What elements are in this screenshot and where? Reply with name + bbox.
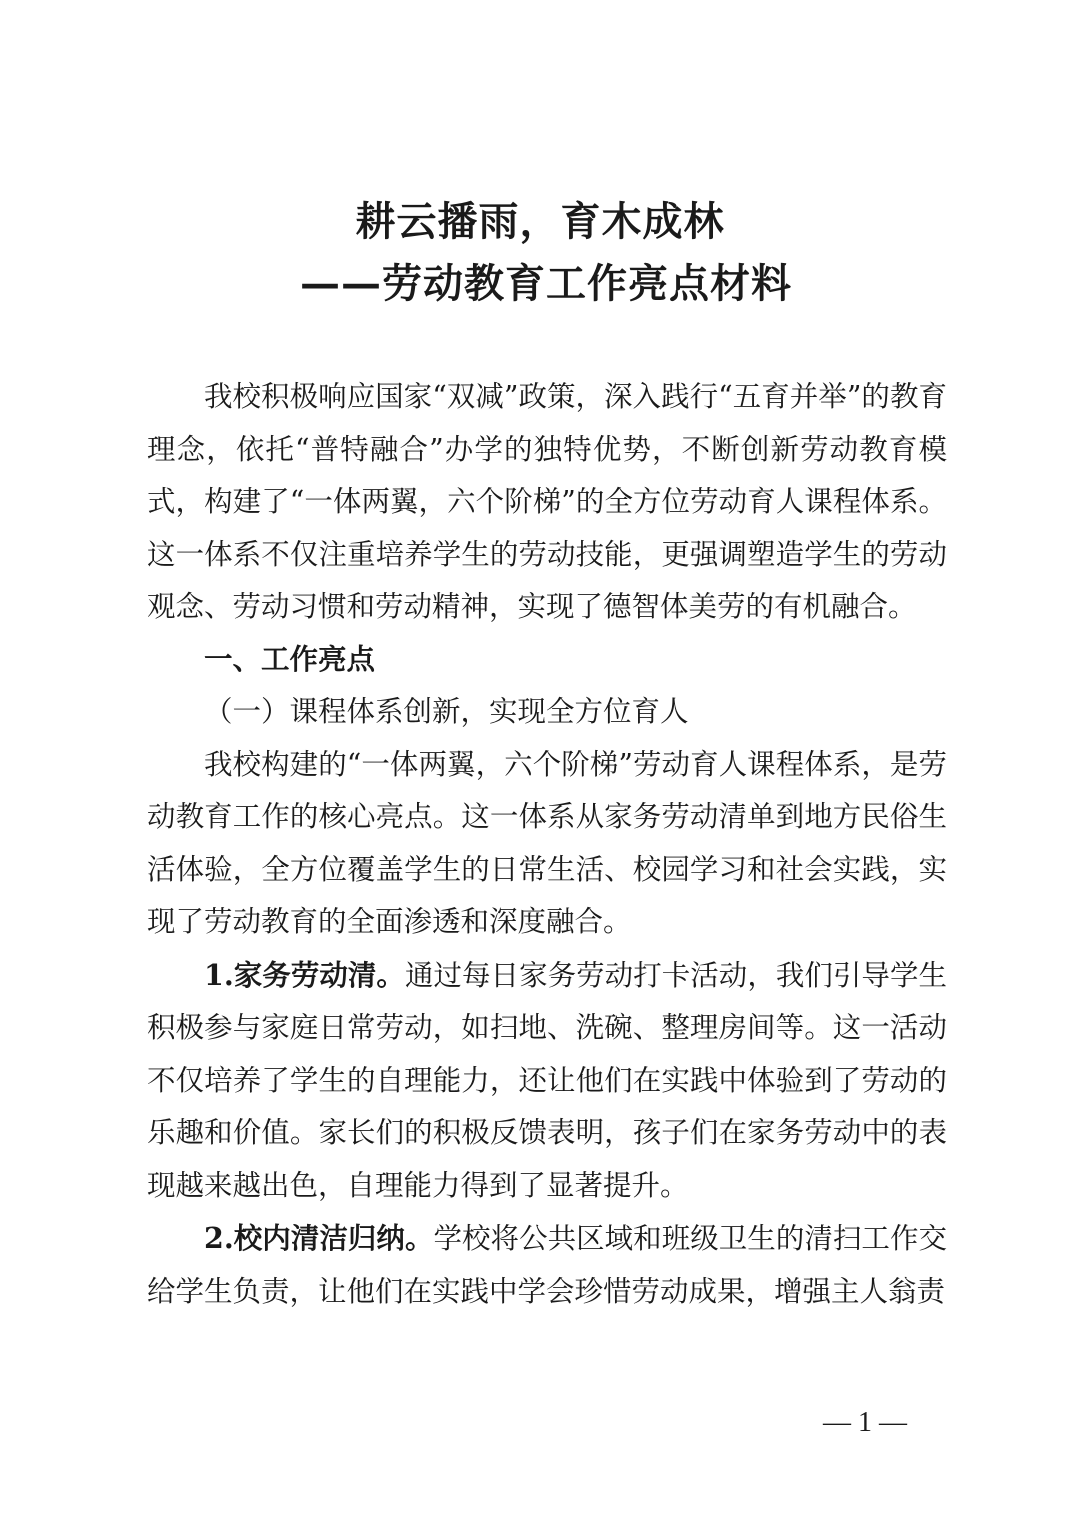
- document-subtitle: ——劳动教育工作亮点材料: [300, 260, 792, 307]
- page-number: — 1 —: [823, 1407, 907, 1438]
- item-housework-body: 通过每日家务劳动打卡活动，我们引导学生积极参与家庭日常劳动，如扫地、洗碗、整理房间等。这一活动不仅培养了学生的自理能力，还让他们在实践中体验到了劳动的乐趣和价值。家长们的积极反馈表明，孩子们在家务劳动中的表现越来越出色，自理能力得到了显著提升。: [147, 958, 947, 1202]
- document-body: [147, 371, 947, 1318]
- subsection-heading-curriculum: （一）课程体系创新，实现全方位育人: [204, 695, 689, 728]
- item-campus-cleaning-lead: 2.校内清洁归纳。: [204, 1221, 434, 1255]
- item-housework-lead: 1.家务劳动清。: [204, 957, 405, 992]
- intro-paragraph: 我校积极响应国家“双减”政策，深入践行“五育并举”的教育理念，依托“普特融合”办学的独特优势，不断创新劳动教育模式，构建了“一体两翼，六个阶梯”的全方位劳动育人课程体系。这一体系不仅注重培养学生的劳动技能，更强调塑造学生的劳动观念、劳动习惯和劳动精神，实现了德智体美劳的有机融合。: [147, 380, 947, 623]
- curriculum-paragraph: 我校构建的“一体两翼，六个阶梯”劳动育人课程体系，是劳动教育工作的核心亮点。这一体系从家务劳动清单到地方民俗生活体验，全方位覆盖学生的日常生活、校园学习和社会实践，实现了劳动教育的全面渗透和深度融合。: [147, 747, 947, 938]
- section-heading-work-highlights: 一、工作亮点: [204, 642, 376, 676]
- item-housework-paragraph: [147, 949, 947, 1213]
- document-title: 耕云播雨，育木成林: [355, 198, 725, 245]
- item-campus-cleaning-body: 学校将公共区域和班级卫生的清扫工作交给学生负责，让他们在实践中学会珍惜劳动成果，增强主人翁责: [147, 1222, 947, 1308]
- item-campus-cleaning-paragraph: [147, 1212, 947, 1318]
- title-block: [0, 192, 1080, 314]
